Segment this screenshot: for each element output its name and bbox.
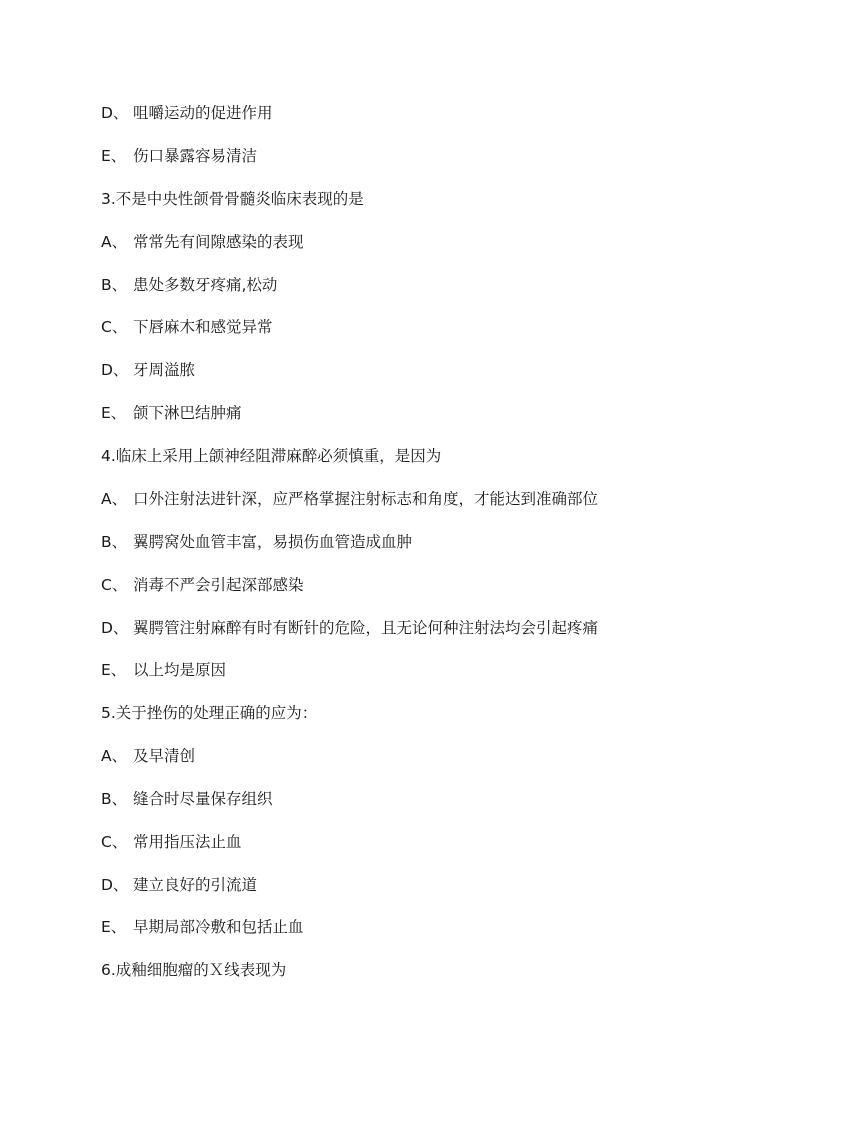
option-text: 翼腭窝处血管丰富，易损伤血管造成血肿 — [133, 533, 413, 551]
option-line — [101, 275, 277, 295]
option-text: 翼腭管注射麻醉有时有断针的危险，且无论何种注射法均会引起疼痛 — [133, 619, 599, 637]
option-letter: E、 — [101, 661, 127, 679]
option-line — [101, 575, 304, 595]
option-line — [101, 403, 242, 423]
option-text: 颌下淋巴结肿痛 — [133, 404, 242, 422]
option-text: 下唇麻木和感觉异常 — [133, 318, 273, 336]
option-letter: B、 — [101, 790, 128, 808]
option-line — [101, 917, 304, 937]
option-letter: E、 — [101, 918, 127, 936]
question-line: 3.不是中央性颌骨骨髓炎临床表现的是 — [101, 190, 364, 208]
option-text: 常用指压法止血 — [133, 833, 242, 851]
option-text: 以上均是原因 — [133, 661, 227, 679]
option-line — [101, 789, 273, 809]
option-letter: A、 — [101, 747, 128, 765]
option-text: 牙周溢脓 — [133, 361, 196, 379]
option-text: 常常先有间隙感染的表现 — [133, 233, 304, 251]
option-letter: C、 — [101, 318, 128, 336]
option-text: 缝合时尽量保存组织 — [133, 790, 273, 808]
option-letter: D、 — [101, 361, 129, 379]
option-line — [101, 146, 257, 166]
option-line — [101, 746, 195, 766]
option-text: 咀嚼运动的促进作用 — [133, 104, 273, 122]
option-letter: C、 — [101, 576, 128, 594]
option-line — [101, 360, 195, 380]
option-line — [101, 232, 304, 252]
option-letter: E、 — [101, 404, 127, 422]
option-line — [101, 660, 226, 680]
option-letter: B、 — [101, 276, 128, 294]
option-line — [101, 317, 273, 337]
option-text: 患处多数牙疼痛,松动 — [133, 276, 278, 294]
question-line: 5.关于挫伤的处理正确的应为： — [101, 704, 318, 722]
option-line — [101, 103, 273, 123]
option-letter: D、 — [101, 104, 129, 122]
option-letter: D、 — [101, 876, 129, 894]
option-letter: A、 — [101, 233, 128, 251]
option-letter: A、 — [101, 490, 128, 508]
option-text: 建立良好的引流道 — [133, 876, 258, 894]
option-letter: B、 — [101, 533, 128, 551]
option-line — [101, 875, 257, 895]
option-line — [101, 618, 598, 638]
option-letter: C、 — [101, 833, 128, 851]
question-line: 4.临床上采用上颌神经阻滞麻醉必须慎重，是因为 — [101, 447, 442, 465]
option-letter: D、 — [101, 619, 129, 637]
option-text: 口外注射法进针深，应严格掌握注射标志和角度，才能达到准确部位 — [133, 490, 599, 508]
option-text: 消毒不严会引起深部感染 — [133, 576, 304, 594]
question-line: 6.成釉细胞瘤的Ｘ线表现为 — [101, 961, 287, 979]
option-letter: E、 — [101, 147, 127, 165]
option-line — [101, 489, 598, 509]
option-text: 早期局部冷敷和包括止血 — [133, 918, 304, 936]
option-line — [101, 832, 242, 852]
option-text: 及早清创 — [133, 747, 196, 765]
option-text: 伤口暴露容易清洁 — [133, 147, 258, 165]
option-line — [101, 532, 412, 552]
